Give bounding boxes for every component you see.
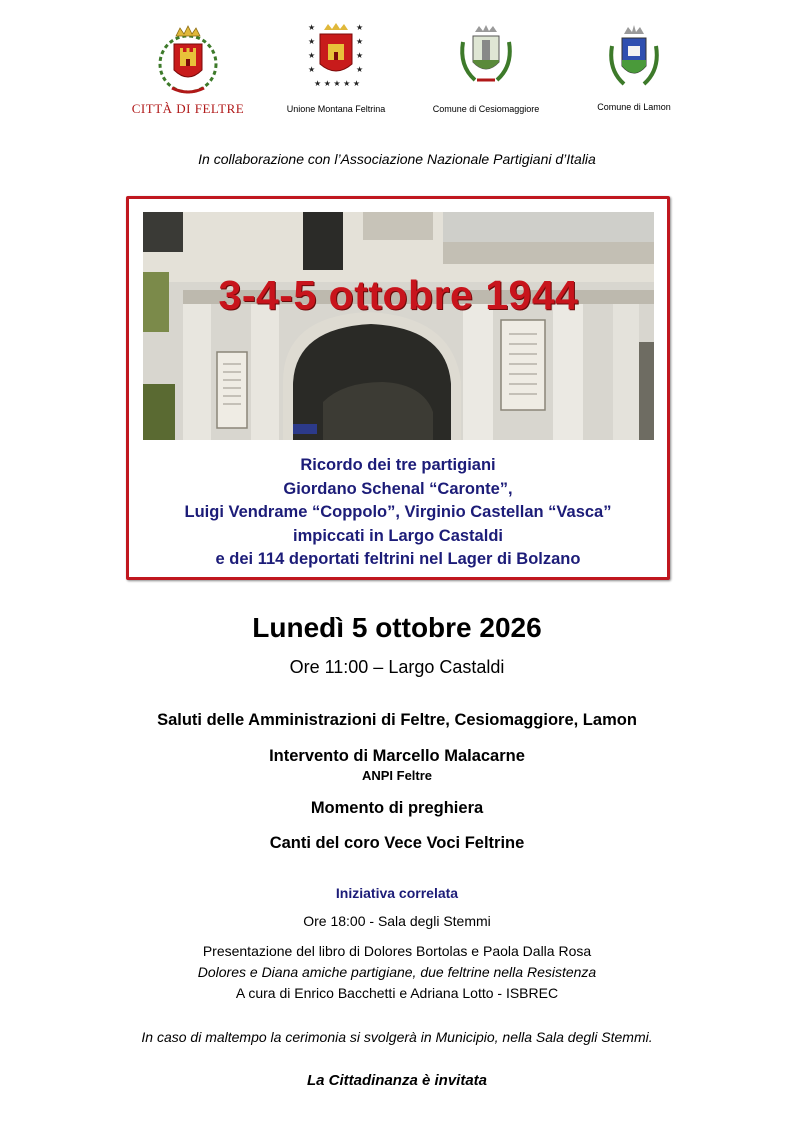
svg-text:★: ★ (308, 37, 316, 46)
logo-label-feltre: CITTÀ DI FELTRE (131, 101, 245, 116)
svg-text:★: ★ (308, 65, 316, 74)
svg-text:★: ★ (308, 23, 316, 32)
caption-line: Ricordo dei tre partigiani (300, 456, 496, 474)
related-presentation: Presentazione del libro di Dolores Bortolas e Paola Dalla Rosa (202, 943, 592, 959)
banner-caption (129, 454, 667, 572)
logo-unione-montana-feltrina (280, 22, 392, 114)
caption-line: impiccati in Largo Castaldi (293, 526, 503, 545)
related-curators: A cura di Enrico Bacchetti e Adriana Lotto - ISBREC (235, 985, 559, 1001)
related-book-title: Dolores e Diana amiche partigiane, due feltrine nella Resistenza (197, 964, 597, 980)
date-overlay: 3-4-5 ottobre 1944 (218, 272, 579, 318)
event-time-place: Ore 11:00 – Largo Castaldi (289, 657, 505, 677)
logo-label-unione: Unione Montana Feltrina (286, 104, 386, 114)
svg-text:★ ★ ★ ★ ★: ★ ★ ★ ★ ★ (314, 79, 361, 88)
program-speech: Intervento di Marcello Malacarne (269, 747, 525, 765)
cesiomaggiore-coat-of-arms-icon (455, 22, 517, 88)
svg-text:★: ★ (356, 51, 364, 60)
largo-castaldi-photo (143, 212, 654, 440)
feltre-coat-of-arms-icon (156, 22, 220, 96)
logo-label-lamon: Comune di Lamon (597, 102, 671, 112)
related-title: Iniziativa correlata (335, 885, 459, 901)
svg-text:★: ★ (356, 65, 364, 74)
program-speech-affiliation: ANPI Feltre (361, 768, 433, 783)
caption-line: Luigi Vendrame “Coppolo”, Virginio Castellan “Vasca” (184, 503, 612, 521)
svg-text:★: ★ (356, 23, 364, 32)
program-greetings: Saluti delle Amministrazioni di Feltre, Cesiomaggiore, Lamon (157, 711, 637, 729)
collaboration-line: In collaborazione con l’Associazione Nazionale Partigiani d’Italia (198, 151, 596, 167)
unione-montana-coat-of-arms-icon (306, 22, 366, 88)
program-prayer: Momento di preghiera (310, 799, 484, 817)
lamon-coat-of-arms-icon (606, 22, 662, 92)
weather-note: In caso di maltempo la cerimonia si svolgerà in Municipio, nella Sala degli Stemmi. (141, 1029, 653, 1045)
svg-text:★: ★ (356, 37, 364, 46)
logo-comune-lamon (574, 22, 694, 112)
caption-line: Giordano Schenal “Caronte”, (283, 479, 513, 498)
svg-text:★: ★ (308, 51, 316, 60)
related-time-place: Ore 18:00 - Sala degli Stemmi (303, 913, 491, 929)
invitation: La Cittadinanza è invitata (306, 1072, 488, 1089)
logo-label-cesiomaggiore: Comune di Cesiomaggiore (432, 104, 540, 114)
logo-citta-di-feltre (120, 22, 256, 117)
event-day: Lunedì 5 ottobre 2026 (252, 612, 542, 643)
logo-comune-cesiomaggiore (418, 22, 554, 114)
program-choir: Canti del coro Vece Voci Feltrine (269, 834, 525, 852)
caption-line: e dei 114 deportati feltrini nel Lager di Bolzano (215, 550, 581, 568)
commemoration-banner (126, 196, 670, 580)
